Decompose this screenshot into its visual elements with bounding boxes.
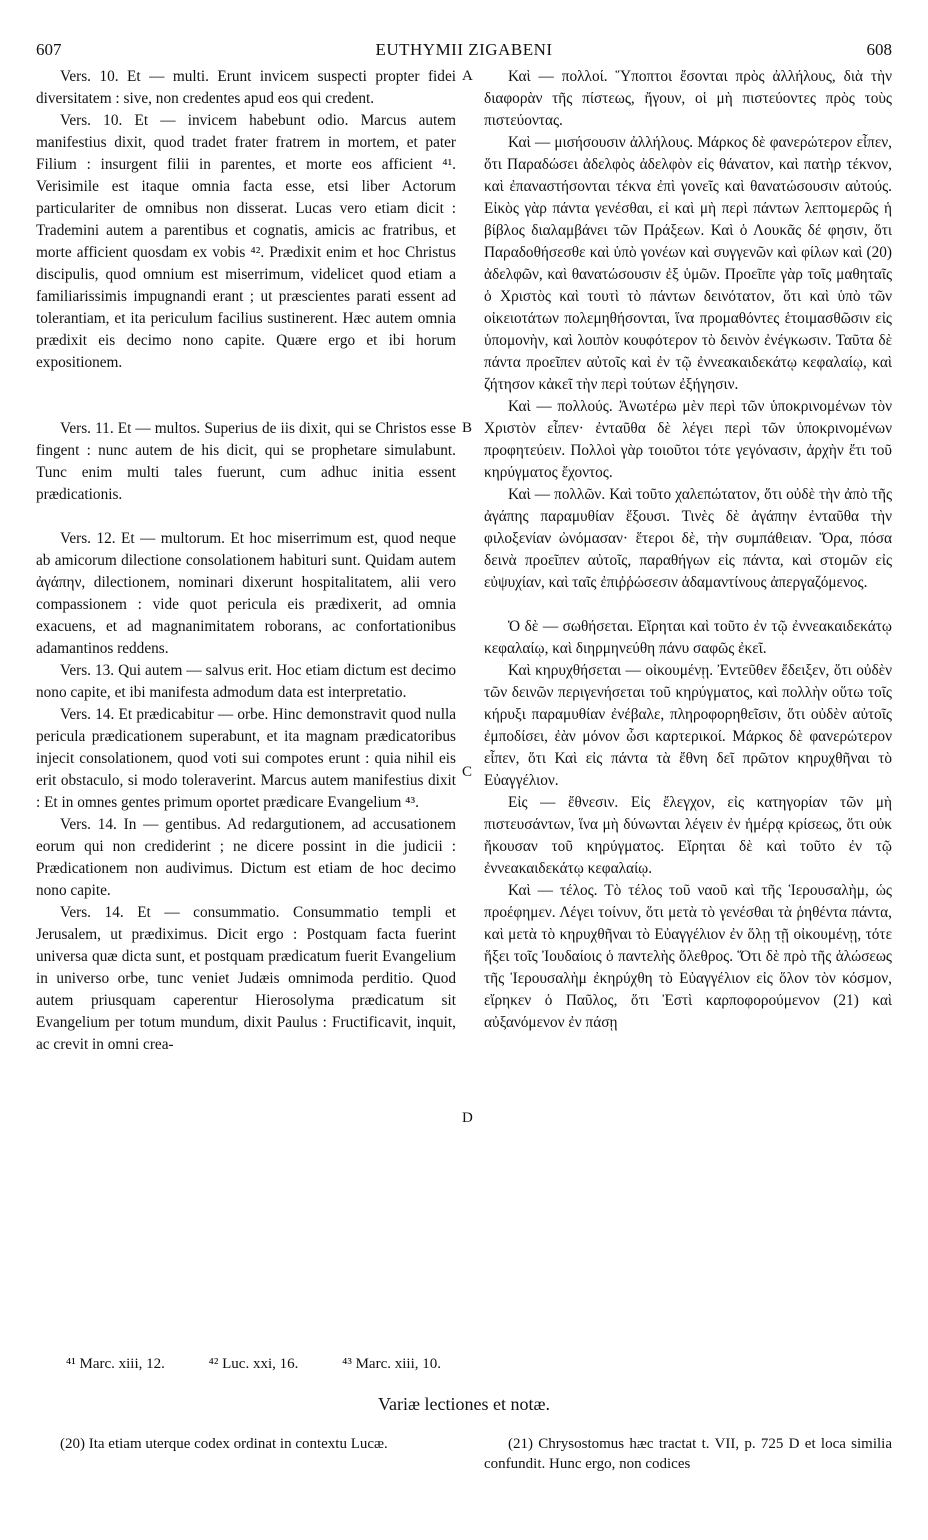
latin-para-4: Vers. 12. Et — multorum. Et hoc miserrimum est, quod neque ab amicorum dilectione consolationem habituri sunt. Quidam autem ἀγάπην, dilectionem, nominari dixerunt hospitalitatem, alii vero compassionem : vide quot pericula eis prædixerit, ad omnia exacuens, et ad magnanimitatem roborans, ac confortationibus adamantinos reddens. — [36, 530, 456, 657]
variant-note-20-text: (20) Ita etiam uterque codex ordinat in contextu Lucæ. — [60, 1436, 388, 1452]
latin-para-7: Vers. 14. In — gentibus. Ad redargutionem, ad accusationem eorum qui non crediderint ; ne dicere possint in die judicii : Prædicationem non audivimus. Dictum est etiam de hoc decimo nono capite. — [36, 816, 456, 899]
latin-para-1: Vers. 10. Et — multi. Erunt invicem suspecti propter fidei diversitatem : sive, non credentes apud eos qui credent. — [36, 68, 456, 107]
footnote-43: ⁴³ Marc. xiii, 10. — [342, 1356, 441, 1372]
greek-para-2: Καὶ — μισήσουσιν ἀλλήλους. Μάρκος δὲ φανερώτερον εἶπεν, ὅτι Παραδώσει ἀδελφὸς ἀδελφὸν εἰς θάνατον, καὶ πατὴρ τέκνον, καὶ ἐπαναστήσονται τέκνα ἐπὶ γονεῖς καὶ θανατώσουσιν αὐτούς. Εἰκὸς γὰρ πάντα γενέσθαι, εἰ καὶ μὴ περὶ πάντων λεπτομερῶς ἡ βίβλος διαλαμβάνει τῶν Πράξεων. Καὶ ὁ Λουκᾶς δέ φησιν, ὅτι Παραδοθήσεσθε καὶ ὑπὸ γονέων καὶ συγγενῶν καὶ φίλων καὶ (20) ἀδελφῶν, καὶ θανατώσουσιν ἐξ ὑμῶν. Προεῖπε γὰρ τοῖς μαθηταῖς ὁ Χριστὸς καὶ τουτὶ τὸ πάντων δεινότατον, ὅτι καὶ ὑπὸ τῶν οἰκειοτάτων πολεμηθήσονται, ἵνα προμαθόντες ἑτοιμασθῶσιν εἰς ὑπομονὴν, καὶ λοιπὸν κουφότερον τὸ δεινὸν ἐνέγκωσιν. Ταῦτα δὲ πάντα προεῖπεν αὐτοῖς καὶ ἐν τῷ ἐννεακαιδεκάτῳ κεφαλαίῳ, καὶ ζήτησον κἀκεῖ τὴν περὶ τούτων ἐξήγησιν. — [484, 134, 892, 393]
greek-para-1: Καὶ — πολλοί. Ὕποπτοι ἔσονται πρὸς ἀλλήλους, διὰ τὴν διαφορὰν τῆς πίστεως, ἤγουν, οἱ μὴ πιστεύοντες πρὸς τοὺς πιστεύοντας. — [484, 68, 892, 129]
footnote-42: ⁴² Luc. xxi, 16. — [208, 1356, 299, 1372]
greek-para-3: Καὶ — πολλούς. Ἀνωτέρω μὲν περὶ τῶν ὑποκρινομένων τὸν Χριστὸν εἶπεν· ἐνταῦθα δὲ λέγει περὶ τῶν ὑποκρινομένων προφητεύειν. Πολλοὶ γὰρ τοιοῦτοι τότε γεγόνασιν, ἀρχὴν ἔτι τοῦ κηρύγματος ἔχοντος. — [484, 398, 892, 481]
greek-para-4: Καὶ — πολλῶν. Καὶ τοῦτο χαλεπώτατον, ὅτι οὐδὲ τὴν ἀπὸ τῆς ἀγάπης παραμυθίαν ἕξουσι. Τινὲς δὲ ἀγάπην ἐνταῦθα τὴν φιλοξενίαν ὠνόμασαν· ἕτεροι δὲ, τὴν συμπάθειαν. Ὅρα, πόσα δεινὰ προεῖπεν αὐτοῖς, παραθήγων εἰς πάντα, καὶ στομῶν εἰς εὐψυχίαν, καὶ ταῖς ἐπιῤῥώσεσιν ἀδαμαντίνους ἀπεργαζόμενος. — [484, 486, 892, 591]
margin-letter-a: A — [462, 68, 473, 84]
running-title: EUTHYMII ZIGABENI — [375, 40, 553, 59]
margin-letter-c: C — [462, 764, 473, 780]
footnotes — [66, 1356, 766, 1373]
latin-para-2: Vers. 10. Et — invicem habebunt odio. Marcus autem manifestius dixit, quod tradet frater fratrem in mortem, et pater Filium : insurgent filii in parentes, et morte eos afficient ⁴¹. Verisimile est itaque omnia facta esse, etsi liber Actorum particulariter de omnibus non disserat. Lucas vero etiam dicit : Trademini autem a parentibus et cognatis, amicis ac fratribus, et morte afficient quosdam ex vobis ⁴². Prædixit enim et hoc Christus discipulis, quod omnium est miserrimum, videlicet quod etiam a familiarissimis impugnandi erant ; ut præscientes parati essent ad tolerantiam, et ita periculum facilius sustinerent. Hæc autem omnia prædixit eis decimo nono capite. Quære ergo et ibi horum expositionem. — [36, 112, 456, 371]
latin-column — [36, 66, 456, 1056]
latin-para-3: Vers. 11. Et — multos. Superius de iis dixit, qui se Christos esse fingent : nunc autem de his dicit, qui se prophetare simulabunt. Tunc enim multi tales fuerunt, cum adhuc initia essent prædicationis. — [36, 420, 456, 503]
latin-para-8: Vers. 14. Et — consummatio. Consummatio templi et Jerusalem, ut prædiximus. Dicit ergo : Postquam facta fuerint universa quæ dicta sunt, et postquam prædicatum fuerit Evangelium in universo orbe, tunc veniet Judæis omnimoda perditio. Quod autem priusquam caperentur Hierosolyma prædicatum sit Evangelium per totum mundum, dixit Paulus : Fructificavit, inquit, ac crevit in omni crea- — [36, 904, 456, 1053]
margin-letter-d: D — [462, 1110, 473, 1126]
greek-column — [484, 66, 892, 1034]
latin-para-5: Vers. 13. Qui autem — salvus erit. Hoc etiam dictum est decimo nono capite, et ibi manifesta admodum data est interpretatio. — [36, 662, 456, 701]
latin-para-6: Vers. 14. Et prædicabitur — orbe. Hinc demonstravit quod nulla pericula prædicationem superabunt, et ita magnam prædicatoribus injecit consolationem, quod voti sui compotes erunt : quia nihil eis erit obstaculo, si modo toleraverint. Marcus autem manifestius dixit : Et in omnes gentes primum oportet prædicare Evangelium ⁴³. — [36, 706, 456, 811]
margin-letter-b: B — [462, 420, 473, 436]
variant-note-20 — [36, 1434, 456, 1454]
page-number-left: 607 — [36, 40, 62, 59]
greek-para-5: Ὁ δὲ — σωθήσεται. Εἴρηται καὶ τοῦτο ἐν τῷ ἐννεακαιδεκάτῳ κεφαλαίῳ, καὶ διηρμηνεύθη πάνυ σαφῶς ἐκεῖ. — [484, 618, 892, 657]
page-header — [36, 40, 892, 66]
footnote-41: ⁴¹ Marc. xiii, 12. — [66, 1356, 165, 1372]
greek-para-7: Εἰς — ἔθνεσιν. Εἰς ἔλεγχον, εἰς κατηγορίαν τῶν μὴ πιστευσάντων, ἵνα μὴ δύνωνται λέγειν ἐν ἡμέρᾳ κρίσεως, ὅτι οὐκ ἤκουσαν τοῦ κηρύγματος. Εἴρηται δὲ καὶ τοῦτο ἐν τῷ ἐννεακαιδεκάτῳ κεφαλαίῳ. — [484, 794, 892, 877]
variant-note-21-text: (21) Chrysostomus hæc tractat t. VII, p. 725 D et loca similia confundit. Hunc ergo, non codices — [484, 1436, 892, 1472]
greek-para-6: Καὶ κηρυχθήσεται — οἰκουμένῃ. Ἐντεῦθεν ἔδειξεν, ὅτι οὐδὲν τῶν δεινῶν περιγενήσεται τοῦ κηρύγματος, καὶ πολλὴν οὕτω τοῖς κήρυξι παραμυθίαν ἐνέβαλε, πληροφορηθεῖσιν, ὅτι οὐδὲν αὐτοῖς ἐμποδίσει, ἐὰν μόνον ὦσι καρτερικοί. Μάρκος δὲ φανερώτερον εἶπεν, ὅτι Καὶ εἰς πάντα τὰ ἔθνη δεῖ πρῶτον κηρυχθῆναι τὸ Εὐαγγέλιον. — [484, 662, 892, 789]
page-number-right: 608 — [866, 40, 892, 59]
greek-para-8: Καὶ — τέλος. Τὸ τέλος τοῦ ναοῦ καὶ τῆς Ἱερουσαλὴμ, ὡς προέφημεν. Λέγει τοίνυν, ὅτι μετὰ τὸ γενέσθαι τὰ ῥηθέντα πάντα, καὶ μετὰ τὸ κηρυχθῆναι τὸ Εὐαγγέλιον ἐν ὅλῃ τῇ οἰκουμένῃ, τότε ἥξει τοῖς Ἰουδαίοις ὁ παντελὴς ὄλεθρος. Ὅτι δὲ πρὸ τῆς ἁλώσεως τῆς Ἱερουσαλὴμ ἐκηρύχθη τὸ Εὐαγγέλιον εἰς ὅλον τὸν κόσμον, εἴρηκεν ὁ Παῦλος, ὅτι Ἐστὶ καρποφορούμενον (21) καὶ αὐξανόμενον ἐν πάσῃ — [484, 882, 892, 1031]
variant-note-21 — [484, 1434, 892, 1474]
variant-readings-title: Variæ lectiones et notæ. — [378, 1394, 550, 1414]
